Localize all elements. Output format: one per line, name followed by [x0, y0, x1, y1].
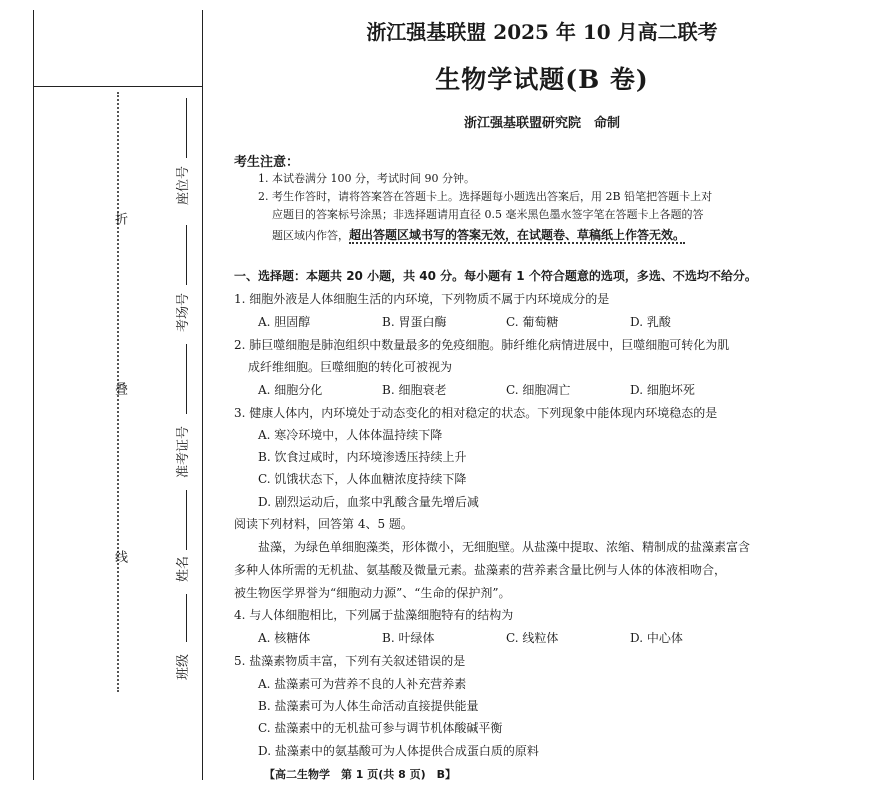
class-label: 班级 — [176, 653, 191, 680]
section-heading-line — [234, 267, 757, 284]
q4-option-a: A. 核糖体 — [258, 631, 311, 645]
page-footer: 【高二生物学 第 1 页(共 8 页) B】 — [263, 768, 457, 781]
fold-char-1: 折 — [112, 212, 127, 228]
binding-inner-line — [202, 10, 203, 780]
name-label: 姓名 — [176, 555, 191, 582]
q2-option-a: A. 细胞分化 — [258, 383, 323, 397]
q4-option-b: B. 叶绿体 — [382, 631, 435, 645]
seat-number-label: 座位号 — [176, 165, 191, 205]
q5-option-d: D. 盐藻素中的氨基酸可为人体提供合成蛋白质的原料 — [258, 744, 539, 758]
notice-item-1: 1. 本试卷满分 100 分，考试时间 90 分钟。 — [258, 172, 475, 185]
exam-room-label: 考场号 — [176, 292, 191, 332]
notice-emphasis: 超出答题区域书写的答案无效，在试题卷、草稿纸上作答无效。 — [349, 228, 686, 242]
fold-char-2: 叠 — [112, 382, 127, 398]
exam-title: 浙江强基联盟 2025 年 10 月高二联考 — [366, 20, 718, 44]
q2-stem: 2. 肺巨噬细胞是肺泡组织中数量最多的免疫细胞。肺纤维化病情进展中，巨噬细胞可转化为肌 — [234, 338, 730, 352]
reading-line-3: 被生物医学界誉为“细胞动力源”、“生命的保护剂”。 — [234, 586, 511, 600]
q4-option-d: D. 中心体 — [630, 631, 683, 645]
q1-stem: 1. 细胞外液是人体细胞生活的内环境，下列物质不属于内环境成分的是 — [234, 292, 610, 306]
author-line: 浙江强基联盟研究院 命制 — [463, 116, 620, 131]
notice-heading: 考生注意： — [234, 155, 300, 170]
q5-option-a: A. 盐藻素可为营养不良的人补充营养素 — [258, 677, 467, 691]
q4-stem: 4. 与人体细胞相比，下列属于盐藻细胞特有的结构为 — [234, 608, 514, 622]
notice-item-2-cont: 应题目的答案标号涂黑；非选择题请用直径 0.5 毫米黑色墨水签字笔在答题卡上各题的答 — [272, 208, 704, 221]
q2-stem-cont: 成纤维细胞。巨噬细胞的转化可被视为 — [248, 360, 453, 374]
section-heading: 一、选择题： — [234, 269, 307, 283]
q3-option-c: C. 饥饿状态下，人体血糖浓度持续下降 — [258, 472, 467, 486]
q3-stem: 3. 健康人体内，内环境处于动态变化的相对稳定的状态。下列现象中能体现内环境稳态的是 — [234, 406, 718, 420]
reading-intro: 阅读下列材料，回答第 4、5 题。 — [234, 517, 413, 531]
section-desc: 本题共 20 小题，共 40 分。每小题有 1 个符合题意的选项，多选、不选均不给分。 — [306, 269, 757, 283]
q4-option-c: C. 线粒体 — [506, 631, 559, 645]
q5-option-b: B. 盐藻素可为人体生命活动直接提供能量 — [258, 699, 479, 713]
name-line — [186, 490, 187, 550]
q2-option-d: D. 细胞坏死 — [630, 383, 695, 397]
notice-item-2-tail: 题区域内作答， — [272, 229, 349, 242]
q5-stem: 5. 盐藻素物质丰富，下列有关叙述错误的是 — [234, 654, 466, 668]
q1-option-c: C. 葡萄糖 — [506, 315, 559, 329]
q3-option-d: D. 剧烈运动后，血浆中乳酸含量先增后减 — [258, 495, 479, 509]
q3-option-b: B. 饮食过咸时，内环境渗透压持续上升 — [258, 450, 467, 464]
binding-outer-line — [33, 10, 34, 780]
exam-room-line — [186, 225, 187, 285]
q1-option-d: D. 乳酸 — [630, 315, 671, 329]
q1-option-a: A. 胆固醇 — [258, 315, 311, 329]
q5-option-c: C. 盐藻素中的无机盐可参与调节机体酸碱平衡 — [258, 721, 503, 735]
notice-item-2-end — [272, 226, 685, 245]
q2-option-b: B. 细胞衰老 — [382, 383, 447, 397]
seat-number-line — [186, 98, 187, 158]
q1-option-b: B. 胃蛋白酶 — [382, 315, 447, 329]
fold-char-3: 线 — [112, 550, 127, 566]
notice-item-2: 2. 考生作答时，请将答案答在答题卡上。选择题每小题选出答案后，用 2B 铅笔把答题卡上对 — [258, 190, 713, 203]
reading-line-2: 多种人体所需的无机盐、氨基酸及微量元素。盐藻素的营养素含量比例与人体的体液相吻合， — [234, 563, 727, 577]
reading-line-1: 盐藻，为绿色单细胞藻类，形体微小，无细胞壁。从盐藻中提取、浓缩、精制成的盐藻素富含 — [258, 540, 751, 554]
class-line — [186, 594, 187, 642]
subject-title: 生物学试题(B 卷) — [435, 65, 649, 94]
admission-number-line — [186, 344, 187, 414]
admission-number-label: 准考证号 — [176, 425, 191, 478]
q3-option-a: A. 寒冷环境中，人体体温持续下降 — [258, 428, 443, 442]
q2-option-c: C. 细胞凋亡 — [506, 383, 571, 397]
binding-top-rule — [33, 86, 203, 87]
